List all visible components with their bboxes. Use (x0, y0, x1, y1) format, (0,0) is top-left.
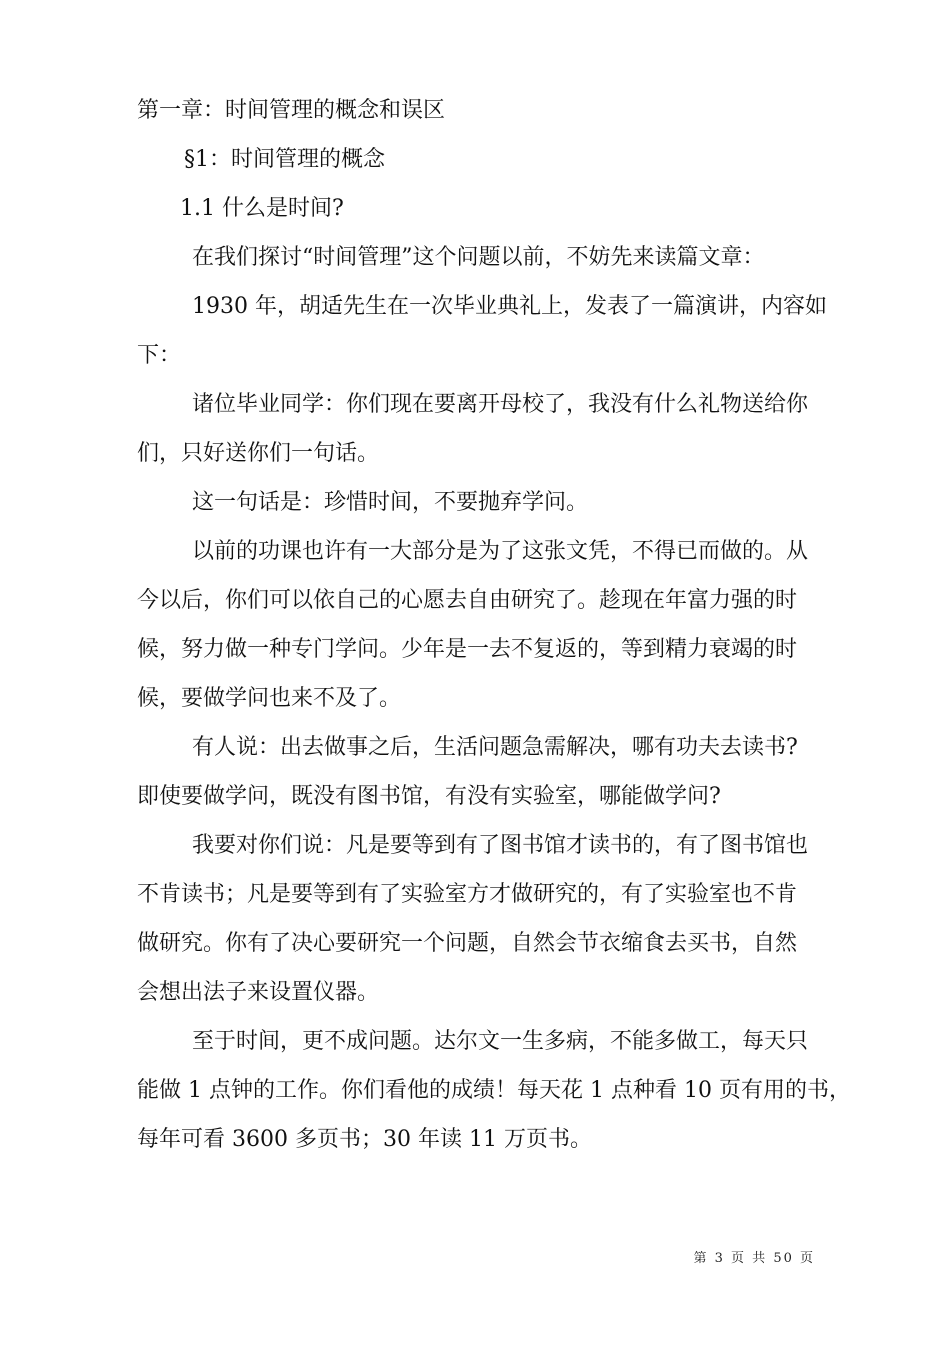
page-number-footer: 第 3 页 共 50 页 (693, 1251, 815, 1266)
paragraph-line: 1930 年，胡适先生在一次毕业典礼上，发表了一篇演讲，内容如 (192, 294, 827, 319)
paragraph-line: 至于时间，更不成问题。达尔文一生多病，不能多做工，每天只 (192, 1029, 809, 1054)
paragraph (137, 478, 817, 527)
subsection-title: 1.1 什么是时间? (180, 196, 344, 221)
paragraph-line: 每年可看 3600 多页书；30 年读 11 万页书。 (137, 1127, 592, 1152)
paragraph (137, 821, 817, 1017)
document-body (137, 86, 851, 1164)
paragraph-line: 有人说：出去做事之后，生活问题急需解决，哪有功夫去读书? (192, 735, 798, 760)
paragraph-line: 做研究。你有了决心要研究一个问题，自然会节衣缩食去买书，自然 (137, 931, 798, 956)
paragraph-line: 在我们探讨“时间管理”这个问题以前，不妨先来读篇文章： (192, 245, 765, 270)
paragraph-line: 即使要做学问，既没有图书馆，有没有实验室，哪能做学问? (137, 784, 721, 809)
paragraph-line: 能做 1 点钟的工作。你们看他的成绩！每天花 1 点种看 10 页有用的书， (137, 1078, 851, 1103)
section-title: §1：时间管理的概念 (184, 147, 385, 172)
paragraph (137, 233, 817, 282)
paragraph-line: 会想出法子来设置仪器。 (137, 980, 380, 1005)
paragraph-line: 今以后，你们可以依自己的心愿去自由研究了。趁现在年富力强的时 (137, 588, 798, 613)
paragraph-line: 以前的功课也许有一大部分是为了这张文凭，不得已而做的。从 (192, 539, 809, 564)
paragraph-line: 我要对你们说：凡是要等到有了图书馆才读书的，有了图书馆也 (192, 833, 809, 858)
paragraph-line: 诸位毕业同学：你们现在要离开母校了，我没有什么礼物送给你 (192, 392, 809, 417)
paragraph (137, 282, 827, 380)
paragraph-line: 不肯读书；凡是要等到有了实验室方才做研究的，有了实验室也不肯 (137, 882, 798, 907)
paragraph-line: 候，要做学问也来不及了。 (137, 686, 402, 711)
paragraph (137, 723, 817, 821)
paragraph (137, 1017, 851, 1164)
paragraph-line: 下： (137, 343, 182, 368)
paragraph-line: 们，只好送你们一句话。 (137, 441, 380, 466)
paragraph-line: 这一句话是：珍惜时间，不要抛弃学问。 (192, 490, 589, 515)
chapter-title: 第一章：时间管理的概念和误区 (137, 98, 446, 123)
paragraph-line: 候，努力做一种专门学问。少年是一去不复返的，等到精力衰竭的时 (137, 637, 798, 662)
paragraph (137, 527, 817, 723)
paragraph (137, 380, 817, 478)
